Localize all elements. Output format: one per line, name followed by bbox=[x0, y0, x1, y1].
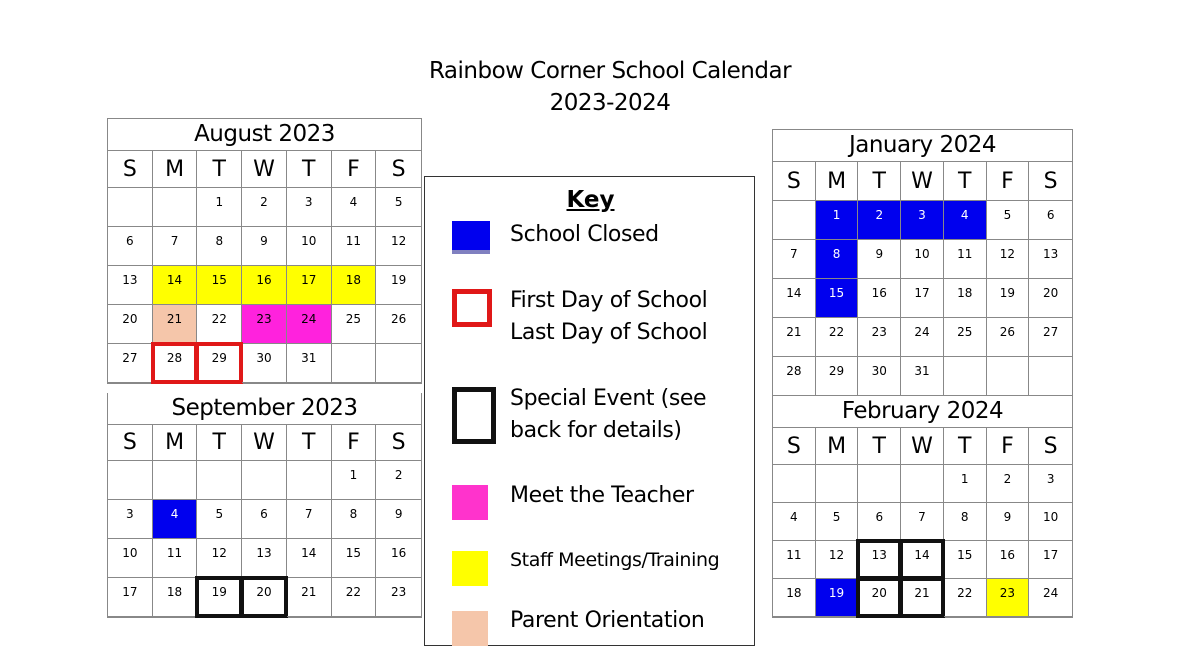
day-number: 17 bbox=[301, 273, 317, 287]
day-cell bbox=[773, 318, 816, 357]
calendar-august-2023 bbox=[107, 118, 422, 384]
day-number: 23 bbox=[871, 325, 887, 339]
day-number: 7 bbox=[304, 507, 313, 521]
day-number: 23 bbox=[999, 586, 1016, 600]
month-grid bbox=[108, 425, 421, 617]
day-cell bbox=[197, 266, 242, 305]
day-number: 5 bbox=[215, 507, 224, 521]
weekday-header: S bbox=[773, 428, 816, 465]
key-title: Key bbox=[566, 187, 615, 213]
day-number: 4 bbox=[170, 507, 179, 521]
day-number: 31 bbox=[301, 351, 317, 365]
day-cell bbox=[901, 318, 944, 357]
parent-orientation-swatch bbox=[452, 611, 488, 646]
day-cell bbox=[197, 500, 242, 539]
day-cell bbox=[242, 344, 287, 383]
day-number: 5 bbox=[394, 195, 403, 209]
day-number: 15 bbox=[828, 286, 845, 300]
weekday-header: T bbox=[858, 428, 901, 465]
day-number: 1 bbox=[832, 208, 841, 222]
day-number: 9 bbox=[394, 507, 403, 521]
day-cell bbox=[197, 578, 242, 617]
day-number: 18 bbox=[786, 586, 802, 600]
day-cell bbox=[153, 539, 198, 578]
day-number: 22 bbox=[345, 585, 362, 599]
day-cell bbox=[242, 227, 287, 266]
day-cell bbox=[376, 578, 421, 617]
day-cell bbox=[987, 279, 1030, 318]
day-cell bbox=[901, 541, 944, 579]
weekday-header: S bbox=[376, 151, 421, 188]
last-day-label: Last Day of School bbox=[510, 320, 708, 345]
day-cell bbox=[376, 461, 421, 500]
day-number: 28 bbox=[786, 364, 802, 378]
empty-day-cell bbox=[816, 465, 859, 503]
day-cell bbox=[1029, 201, 1072, 240]
day-number: 9 bbox=[875, 247, 884, 261]
day-cell bbox=[773, 240, 816, 279]
day-cell bbox=[1029, 503, 1072, 541]
empty-day-cell bbox=[108, 461, 153, 500]
day-cell bbox=[108, 539, 153, 578]
day-cell bbox=[153, 266, 198, 305]
day-number: 16 bbox=[999, 548, 1016, 562]
day-cell bbox=[332, 539, 377, 578]
day-number: 3 bbox=[126, 507, 134, 521]
empty-day-cell bbox=[773, 201, 816, 240]
day-cell bbox=[987, 579, 1030, 617]
day-cell bbox=[108, 305, 153, 344]
empty-day-cell bbox=[987, 357, 1030, 396]
day-number: 7 bbox=[170, 234, 179, 248]
month-title: September 2023 bbox=[108, 393, 421, 425]
day-cell bbox=[816, 541, 859, 579]
day-cell bbox=[287, 266, 332, 305]
day-number: 15 bbox=[957, 548, 973, 562]
weekday-header: F bbox=[987, 162, 1030, 201]
day-number: 20 bbox=[871, 586, 887, 600]
day-number: 24 bbox=[301, 312, 317, 326]
special-event-swatch bbox=[452, 387, 496, 444]
day-number: 25 bbox=[345, 312, 362, 326]
day-cell bbox=[816, 318, 859, 357]
day-cell bbox=[944, 279, 987, 318]
day-cell bbox=[944, 541, 987, 579]
calendar-september-2023 bbox=[107, 393, 422, 618]
day-number: 21 bbox=[301, 585, 317, 599]
day-cell bbox=[1029, 240, 1072, 279]
day-cell bbox=[287, 344, 332, 383]
day-number: 2 bbox=[260, 195, 268, 209]
empty-day-cell bbox=[944, 357, 987, 396]
day-cell bbox=[332, 461, 377, 500]
day-number: 18 bbox=[166, 585, 183, 599]
day-number: 23 bbox=[391, 585, 407, 599]
day-cell bbox=[332, 188, 377, 227]
day-cell bbox=[944, 240, 987, 279]
staff-meetings-label: Staff Meetings/Training bbox=[510, 549, 720, 571]
day-number: 19 bbox=[999, 286, 1016, 300]
day-number: 2 bbox=[1003, 472, 1012, 486]
weekday-header: T bbox=[858, 162, 901, 201]
day-cell bbox=[108, 578, 153, 617]
day-number: 12 bbox=[211, 546, 227, 560]
calendar-key bbox=[424, 176, 755, 646]
weekday-header: F bbox=[332, 151, 377, 188]
day-cell bbox=[197, 305, 242, 344]
day-number: 22 bbox=[957, 586, 973, 600]
weekday-header: T bbox=[944, 428, 987, 465]
school-closed-swatch bbox=[452, 221, 490, 254]
day-cell bbox=[816, 240, 859, 279]
day-number: 1 bbox=[215, 195, 224, 209]
day-cell bbox=[858, 503, 901, 541]
day-cell bbox=[242, 305, 287, 344]
day-cell bbox=[773, 541, 816, 579]
day-number: 16 bbox=[871, 286, 887, 300]
day-cell bbox=[858, 240, 901, 279]
calendar-february-2024 bbox=[772, 396, 1073, 618]
day-number: 10 bbox=[301, 234, 317, 248]
weekday-header: W bbox=[901, 162, 944, 201]
day-cell bbox=[108, 500, 153, 539]
day-cell bbox=[376, 266, 421, 305]
month-grid bbox=[773, 162, 1072, 396]
month-title: January 2024 bbox=[773, 130, 1072, 162]
day-number: 1 bbox=[960, 472, 969, 486]
weekday-header: S bbox=[1029, 162, 1072, 201]
month-title: August 2023 bbox=[108, 119, 421, 151]
day-cell bbox=[376, 188, 421, 227]
day-number: 14 bbox=[301, 546, 317, 560]
day-number: 22 bbox=[211, 312, 227, 326]
day-cell bbox=[901, 279, 944, 318]
day-number: 21 bbox=[786, 325, 802, 339]
weekday-header: M bbox=[153, 151, 198, 188]
day-number: 3 bbox=[1046, 472, 1055, 486]
weekday-header: T bbox=[287, 151, 332, 188]
empty-day-cell bbox=[108, 188, 153, 227]
day-number: 14 bbox=[914, 548, 930, 562]
day-number: 6 bbox=[260, 507, 268, 521]
weekday-header: S bbox=[376, 425, 421, 461]
day-cell bbox=[242, 266, 287, 305]
day-number: 13 bbox=[871, 548, 887, 562]
weekday-header: S bbox=[1029, 428, 1072, 465]
weekday-header: F bbox=[987, 428, 1030, 465]
weekday-header: S bbox=[773, 162, 816, 201]
calendar-title: Rainbow Corner School Calendar bbox=[428, 58, 792, 84]
day-cell bbox=[376, 500, 421, 539]
day-cell bbox=[987, 465, 1030, 503]
day-cell bbox=[376, 539, 421, 578]
day-number: 29 bbox=[828, 364, 845, 378]
day-number: 21 bbox=[166, 312, 183, 326]
day-number: 14 bbox=[786, 286, 802, 300]
day-cell bbox=[1029, 541, 1072, 579]
weekday-header: S bbox=[108, 151, 153, 188]
empty-day-cell bbox=[858, 465, 901, 503]
weekday-header: M bbox=[153, 425, 198, 461]
day-number: 8 bbox=[960, 510, 969, 524]
day-number: 27 bbox=[122, 351, 138, 365]
day-cell bbox=[153, 344, 198, 383]
day-cell bbox=[153, 305, 198, 344]
school-year: 2023-2024 bbox=[549, 90, 671, 116]
day-cell bbox=[197, 188, 242, 227]
day-number: 17 bbox=[914, 286, 930, 300]
day-cell bbox=[1029, 579, 1072, 617]
empty-day-cell bbox=[242, 461, 287, 500]
day-cell bbox=[332, 305, 377, 344]
empty-day-cell bbox=[153, 188, 198, 227]
day-cell bbox=[987, 318, 1030, 357]
day-number: 18 bbox=[345, 273, 362, 287]
day-cell bbox=[108, 344, 153, 383]
day-number: 8 bbox=[349, 507, 358, 521]
day-cell bbox=[376, 227, 421, 266]
special-event-label-2: back for details) bbox=[510, 418, 682, 443]
day-cell bbox=[816, 503, 859, 541]
weekday-header: T bbox=[287, 425, 332, 461]
day-cell bbox=[858, 279, 901, 318]
day-number: 3 bbox=[918, 208, 926, 222]
day-number: 19 bbox=[391, 273, 407, 287]
day-number: 27 bbox=[1043, 325, 1059, 339]
day-number: 11 bbox=[957, 247, 973, 261]
day-number: 9 bbox=[1003, 510, 1012, 524]
day-number: 4 bbox=[790, 510, 798, 524]
day-number: 5 bbox=[1003, 208, 1012, 222]
day-cell bbox=[858, 579, 901, 617]
day-cell bbox=[773, 579, 816, 617]
day-cell bbox=[287, 539, 332, 578]
day-number: 28 bbox=[166, 351, 183, 365]
empty-day-cell bbox=[901, 465, 944, 503]
day-cell bbox=[332, 500, 377, 539]
day-cell bbox=[332, 227, 377, 266]
day-number: 17 bbox=[1043, 548, 1059, 562]
day-number: 29 bbox=[211, 351, 227, 365]
day-number: 26 bbox=[999, 325, 1016, 339]
school-closed-label: School Closed bbox=[510, 222, 659, 247]
staff-meetings-swatch bbox=[452, 551, 488, 586]
day-number: 1 bbox=[349, 468, 358, 482]
day-cell bbox=[816, 201, 859, 240]
day-number: 15 bbox=[211, 273, 227, 287]
empty-day-cell bbox=[287, 461, 332, 500]
empty-day-cell bbox=[376, 344, 421, 383]
day-cell bbox=[153, 227, 198, 266]
day-cell bbox=[816, 579, 859, 617]
day-cell bbox=[197, 227, 242, 266]
day-number: 11 bbox=[166, 546, 183, 560]
day-number: 24 bbox=[1043, 586, 1059, 600]
day-number: 19 bbox=[211, 585, 227, 599]
weekday-header: W bbox=[242, 425, 287, 461]
day-number: 25 bbox=[957, 325, 973, 339]
empty-day-cell bbox=[332, 344, 377, 383]
day-number: 14 bbox=[166, 273, 183, 287]
day-number: 4 bbox=[349, 195, 358, 209]
month-grid bbox=[773, 428, 1072, 617]
day-cell bbox=[987, 503, 1030, 541]
day-cell bbox=[773, 357, 816, 396]
day-cell bbox=[901, 357, 944, 396]
day-cell bbox=[376, 305, 421, 344]
day-cell bbox=[332, 266, 377, 305]
day-cell bbox=[816, 357, 859, 396]
day-number: 9 bbox=[260, 234, 268, 248]
day-number: 7 bbox=[918, 510, 926, 524]
day-cell bbox=[1029, 318, 1072, 357]
weekday-header: F bbox=[332, 425, 377, 461]
day-cell bbox=[944, 579, 987, 617]
empty-day-cell bbox=[773, 465, 816, 503]
day-number: 5 bbox=[832, 510, 841, 524]
day-cell bbox=[773, 279, 816, 318]
day-number: 30 bbox=[871, 364, 887, 378]
day-number: 2 bbox=[394, 468, 403, 482]
day-number: 17 bbox=[122, 585, 138, 599]
day-cell bbox=[153, 500, 198, 539]
parent-orientation-label: Parent Orientation bbox=[510, 608, 705, 633]
first-day-label: First Day of School bbox=[510, 288, 708, 313]
day-cell bbox=[858, 541, 901, 579]
day-cell bbox=[858, 201, 901, 240]
day-number: 13 bbox=[1043, 247, 1059, 261]
day-cell bbox=[197, 344, 242, 383]
day-number: 8 bbox=[832, 247, 841, 261]
day-cell bbox=[287, 578, 332, 617]
weekday-header: M bbox=[816, 428, 859, 465]
day-number: 12 bbox=[828, 548, 845, 562]
day-cell bbox=[987, 201, 1030, 240]
day-number: 30 bbox=[256, 351, 272, 365]
special-event-label-1: Special Event (see bbox=[510, 386, 707, 411]
day-number: 11 bbox=[786, 548, 802, 562]
day-number: 13 bbox=[122, 273, 138, 287]
empty-day-cell bbox=[197, 461, 242, 500]
day-cell bbox=[858, 318, 901, 357]
weekday-header: W bbox=[901, 428, 944, 465]
day-number: 10 bbox=[122, 546, 138, 560]
day-number: 20 bbox=[122, 312, 138, 326]
day-cell bbox=[242, 188, 287, 227]
day-cell bbox=[901, 201, 944, 240]
day-cell bbox=[944, 465, 987, 503]
meet-teacher-swatch bbox=[452, 485, 488, 520]
day-cell bbox=[332, 578, 377, 617]
weekday-header: T bbox=[197, 425, 242, 461]
empty-day-cell bbox=[153, 461, 198, 500]
weekday-header: W bbox=[242, 151, 287, 188]
day-cell bbox=[153, 578, 198, 617]
day-number: 13 bbox=[256, 546, 272, 560]
day-number: 6 bbox=[126, 234, 134, 248]
day-number: 15 bbox=[345, 546, 362, 560]
day-number: 16 bbox=[391, 546, 407, 560]
day-cell bbox=[816, 279, 859, 318]
day-cell bbox=[287, 188, 332, 227]
meet-teacher-label: Meet the Teacher bbox=[510, 483, 694, 508]
day-number: 31 bbox=[914, 364, 930, 378]
day-number: 12 bbox=[391, 234, 407, 248]
day-cell bbox=[901, 579, 944, 617]
day-cell bbox=[944, 201, 987, 240]
day-number: 26 bbox=[391, 312, 407, 326]
day-cell bbox=[987, 240, 1030, 279]
day-cell bbox=[901, 240, 944, 279]
weekday-header: T bbox=[944, 162, 987, 201]
weekday-header: S bbox=[108, 425, 153, 461]
month-grid bbox=[108, 151, 421, 383]
day-number: 10 bbox=[914, 247, 930, 261]
day-number: 20 bbox=[256, 585, 272, 599]
day-cell bbox=[287, 500, 332, 539]
day-number: 7 bbox=[790, 247, 798, 261]
day-number: 10 bbox=[1043, 510, 1059, 524]
first-last-day-swatch bbox=[452, 289, 492, 327]
weekday-header: M bbox=[816, 162, 859, 201]
day-number: 4 bbox=[960, 208, 969, 222]
weekday-header: T bbox=[197, 151, 242, 188]
day-number: 3 bbox=[304, 195, 313, 209]
day-cell bbox=[901, 503, 944, 541]
calendar-january-2024 bbox=[772, 129, 1073, 397]
day-cell bbox=[242, 578, 287, 617]
day-cell bbox=[773, 503, 816, 541]
day-cell bbox=[242, 500, 287, 539]
day-number: 16 bbox=[256, 273, 272, 287]
day-number: 8 bbox=[215, 234, 224, 248]
month-title: February 2024 bbox=[773, 396, 1072, 428]
day-cell bbox=[242, 539, 287, 578]
day-cell bbox=[108, 227, 153, 266]
day-number: 6 bbox=[1046, 208, 1055, 222]
day-cell bbox=[1029, 279, 1072, 318]
day-number: 23 bbox=[256, 312, 272, 326]
day-number: 6 bbox=[875, 510, 884, 524]
day-cell bbox=[197, 539, 242, 578]
day-number: 20 bbox=[1043, 286, 1059, 300]
day-cell bbox=[1029, 465, 1072, 503]
day-number: 24 bbox=[914, 325, 930, 339]
day-number: 11 bbox=[345, 234, 362, 248]
empty-day-cell bbox=[1029, 357, 1072, 396]
day-cell bbox=[287, 305, 332, 344]
day-number: 21 bbox=[914, 586, 930, 600]
day-number: 12 bbox=[999, 247, 1016, 261]
day-cell bbox=[987, 541, 1030, 579]
day-cell bbox=[108, 266, 153, 305]
day-number: 22 bbox=[828, 325, 845, 339]
day-cell bbox=[858, 357, 901, 396]
day-cell bbox=[287, 227, 332, 266]
day-number: 2 bbox=[875, 208, 884, 222]
day-cell bbox=[944, 503, 987, 541]
day-number: 18 bbox=[957, 286, 973, 300]
day-number: 19 bbox=[828, 586, 845, 600]
day-cell bbox=[944, 318, 987, 357]
